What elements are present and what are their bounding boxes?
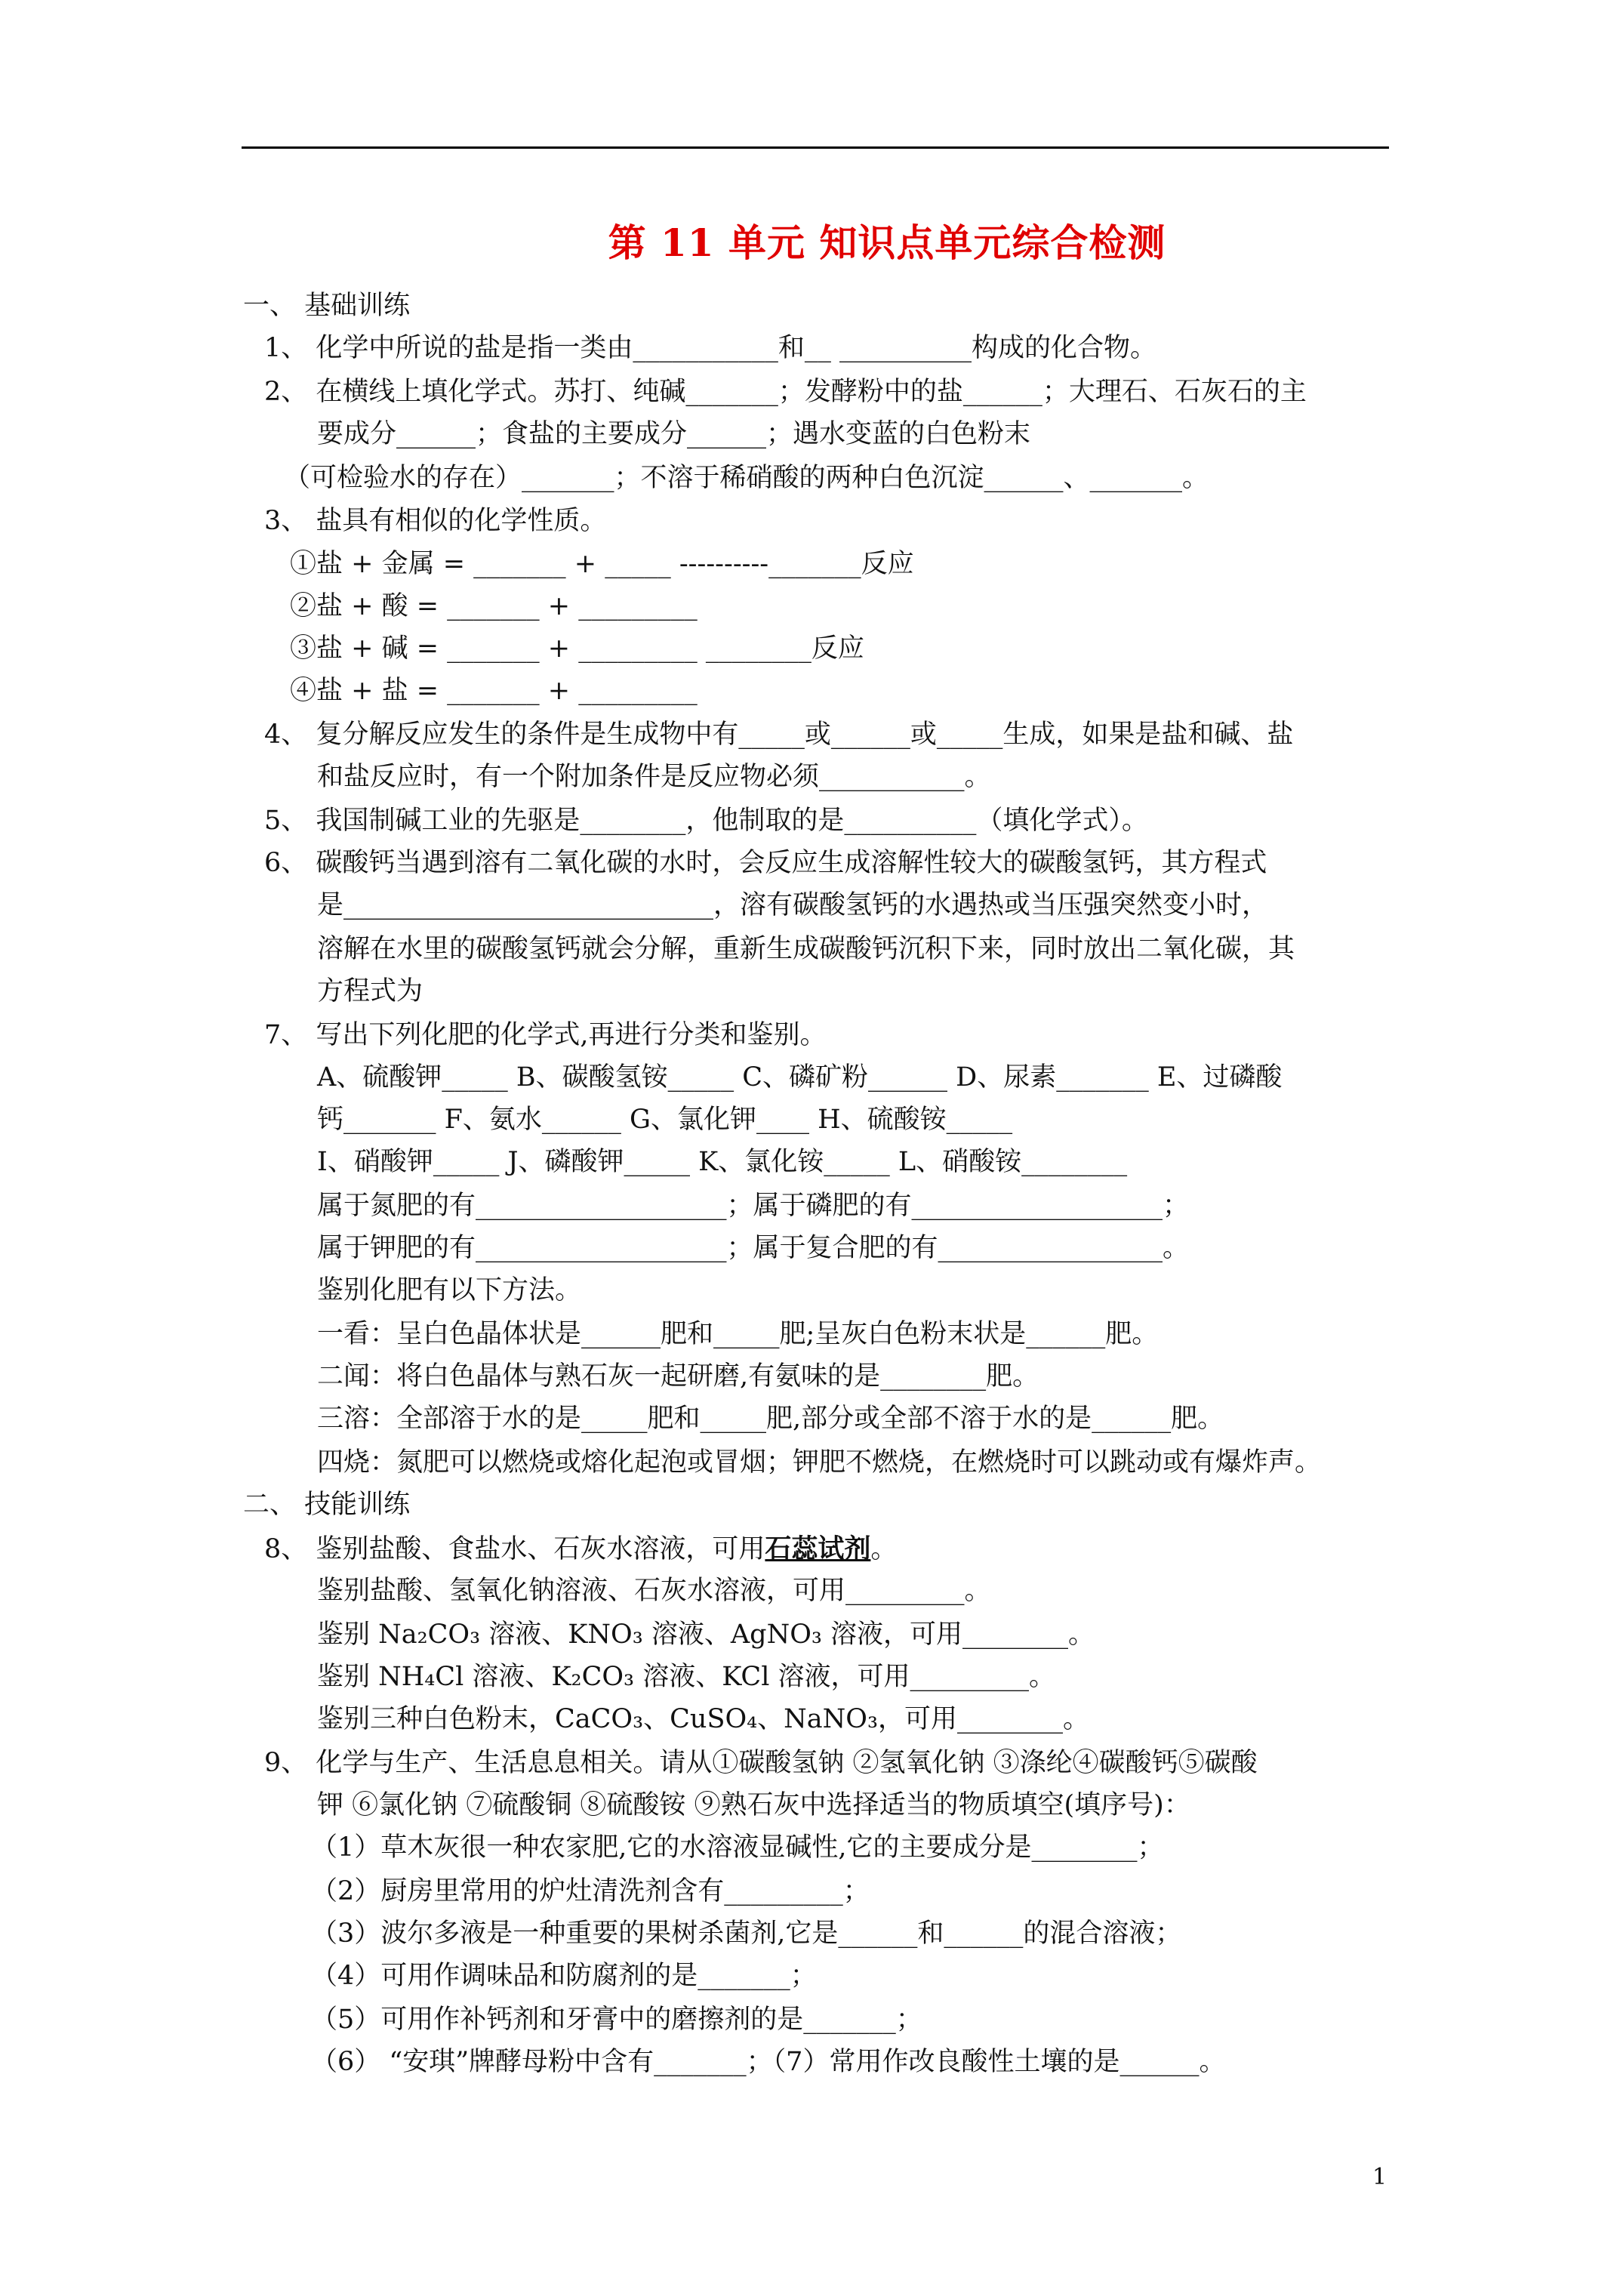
question-9-sub-4: （4）可用作调味品和防腐剂的是_______； bbox=[311, 1961, 817, 1991]
classification-line-1: 属于氮肥的有___________________；属于磷肥的有___________________； bbox=[317, 1191, 1190, 1221]
reaction-row-1: ①盐 + 金属 = _______ + _____ ----------_______反应 bbox=[290, 549, 914, 579]
question-9-sub-5: （5）可用作补钙剂和牙膏中的磨擦剂的是_______； bbox=[311, 2005, 922, 2035]
question-8-suffix: 。 bbox=[870, 1534, 898, 1564]
reaction-row-2: ②盐 + 酸 = _______ + _________ bbox=[290, 591, 698, 621]
page-number: 1 bbox=[1372, 2164, 1387, 2190]
section-skill-training: 二、 技能训练 bbox=[243, 1490, 411, 1520]
identification-burn: 四烧：氮肥可以燃烧或熔化起泡或冒烟；钾肥不燃烧，在燃烧时可以跳动或有爆炸声。 bbox=[317, 1447, 1322, 1478]
question-9-sub-3: （3）波尔多液是一种重要的果树杀菌剂,它是______和______的混合溶液； bbox=[311, 1918, 1182, 1949]
question-8-line-1 bbox=[264, 1533, 898, 1564]
question-2-line-2: 要成分______；食盐的主要成分______；遇水变蓝的白色粉末 bbox=[317, 419, 1031, 449]
question-6-line-1: 6、 碳酸钙当遇到溶有二氧化碳的水时，会反应生成溶解性较大的碳酸氢钙，其方程式 bbox=[264, 848, 1267, 878]
fertilizer-list-line-1: A、硫酸钾_____ B、碳酸氢铵_____ C、磷矿粉______ D、尿素_______ E、过磷酸 bbox=[317, 1062, 1283, 1093]
question-6-line-3: 溶解在水里的碳酸氢钙就会分解，重新生成碳酸钙沉积下来，同时放出二氧化碳，其 bbox=[317, 934, 1295, 964]
question-8-line-2: 鉴别盐酸、氢氧化钠溶液、石灰水溶液，可用_________。 bbox=[317, 1576, 991, 1606]
fertilizer-list-line-3: I、硝酸钾_____ J、磷酸钾_____ K、氯化铵_____ L、硝酸铵________ bbox=[317, 1147, 1128, 1177]
question-1: 1、 化学中所说的盐是指一类由___________和__ __________构成的化合物。 bbox=[264, 333, 1157, 363]
question-8-line-5: 鉴别三种白色粉末，CaCO₃、CuSO₄、NaNO₃，可用________。 bbox=[317, 1704, 1090, 1734]
question-9-sub-2: （2）厨房里常用的炉灶清洗剂含有_________； bbox=[311, 1876, 870, 1906]
question-2-line-3: （可检验水的存在）_______；不溶于稀硝酸的两种白色沉淀______、_______。 bbox=[284, 463, 1209, 493]
question-9-line-1: 9、 化学与生产、生活息息相关。请从①碳酸氢钠 ②氢氧化钠 ③涤纶④碳酸钙⑤碳酸 bbox=[264, 1748, 1258, 1778]
identification-intro: 鉴别化肥有以下方法。 bbox=[317, 1275, 582, 1305]
question-2-line-1: 2、 在横线上填化学式。苏打、纯碱_______；发酵粉中的盐______；大理石、石灰石的主 bbox=[264, 377, 1307, 407]
question-9-sub-6-7: （6） “安琪”牌酵母粉中含有_______；（7）常用作改良酸性土壤的是______。 bbox=[311, 2047, 1226, 2077]
identification-look: 一看：呈白色晶体状是______肥和_____肥;呈灰白色粉末状是______肥。 bbox=[317, 1319, 1159, 1349]
question-7: 7、 写出下列化肥的化学式,再进行分类和鉴别。 bbox=[264, 1020, 827, 1050]
question-5: 5、 我国制碱工业的先驱是________，他制取的是__________（填化学式）。 bbox=[264, 806, 1148, 836]
question-8-prefix: 8、 鉴别盐酸、食盐水、石灰水溶液，可用 bbox=[264, 1534, 765, 1564]
identification-smell: 二闻：将白色晶体与熟石灰一起研磨,有氨味的是________肥。 bbox=[317, 1361, 1039, 1391]
question-6-line-2: 是____________________________，溶有碳酸氢钙的水遇热或当压强突然变小时， bbox=[317, 890, 1269, 920]
question-3: 3、 盐具有相似的化学性质。 bbox=[264, 506, 607, 536]
header-rule bbox=[242, 146, 1389, 149]
question-8-line-4: 鉴别 NH₄Cl 溶液、K₂CO₃ 溶液、KCl 溶液，可用_________。 bbox=[317, 1662, 1056, 1692]
question-8-line-3: 鉴别 Na₂CO₃ 溶液、KNO₃ 溶液、AgNO₃ 溶液，可用________。 bbox=[317, 1620, 1095, 1650]
classification-line-2: 属于钾肥的有___________________；属于复合肥的有_________________。 bbox=[317, 1233, 1190, 1263]
question-4-line-2: 和盐反应时，有一个附加条件是反应物必须___________。 bbox=[317, 762, 991, 792]
page-title: 第 11 单元 知识点单元综合检测 bbox=[608, 220, 1166, 265]
identification-dissolve: 三溶：全部溶于水的是_____肥和_____肥,部分或全部不溶于水的是______肥。 bbox=[317, 1404, 1224, 1434]
question-8-answer: 石蕊试剂 bbox=[765, 1533, 871, 1564]
fertilizer-list-line-2: 钙_______ F、氨水______ G、氯化钾____ H、硫酸铵_____ bbox=[317, 1105, 1013, 1135]
reaction-row-3: ③盐 + 碱 = _______ + _________ ________反应 bbox=[290, 633, 864, 664]
question-6-line-4: 方程式为 bbox=[317, 976, 423, 1006]
question-9-line-2: 钾 ⑥氯化钠 ⑦硫酸铜 ⑧硫酸铵 ⑨熟石灰中选择适当的物质填空(填序号)： bbox=[317, 1790, 1190, 1820]
question-4-line-1: 4、 复分解反应发生的条件是生成物中有_____或______或_____生成，如果是盐和碱、盐 bbox=[264, 720, 1294, 750]
question-9-sub-1: （1）草木灰很一种农家肥,它的水溶液显碱性,它的主要成分是________； bbox=[311, 1832, 1164, 1863]
reaction-row-4: ④盐 + 盐 = _______ + _________ bbox=[290, 676, 698, 706]
section-basic-training: 一、 基础训练 bbox=[243, 291, 411, 321]
